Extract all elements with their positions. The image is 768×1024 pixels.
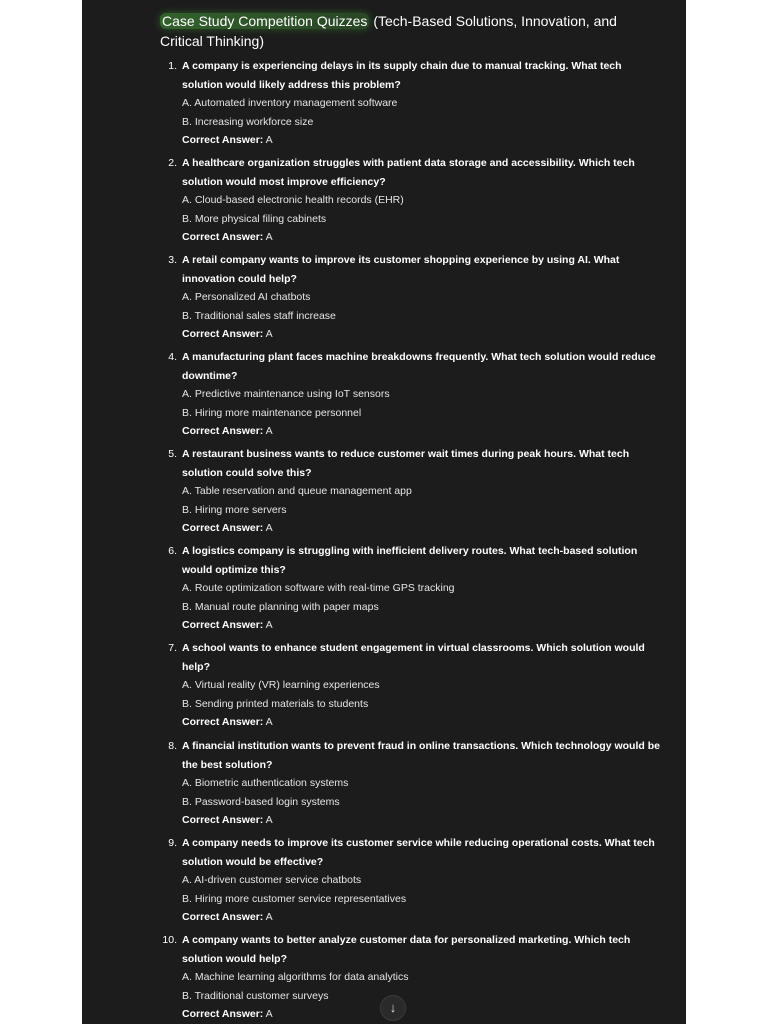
question-item xyxy=(160,348,660,441)
correct-answer xyxy=(182,228,660,247)
title-rest: (Tech-Based Solutions, Innovation, and Critical Thinking) xyxy=(160,13,617,49)
correct-answer-value: A xyxy=(263,134,273,146)
question-text: A company wants to better analyze customer data for personalized marketing. Which tech solution would help? xyxy=(182,934,631,965)
correct-answer-label: Correct Answer: xyxy=(182,328,264,340)
option-b: B. More physical filing cabinets xyxy=(182,212,327,225)
option-a: A. Table reservation and queue management app xyxy=(182,485,412,497)
option-b: B. Hiring more maintenance personnel xyxy=(182,406,362,419)
question-number: 8. xyxy=(168,740,177,752)
correct-answer-label: Correct Answer: xyxy=(182,619,264,631)
correct-answer-value: A xyxy=(263,425,273,437)
correct-answer-label: Correct Answer: xyxy=(182,425,264,437)
correct-answer-label: Correct Answer: xyxy=(182,231,264,243)
option-a: A. Route optimization software with real-time GPS tracking xyxy=(182,582,455,594)
option-b: B. Sending printed materials to students xyxy=(182,697,369,710)
question-number: 4. xyxy=(168,351,177,363)
question-item xyxy=(160,639,660,732)
question-text: A school wants to enhance student engagement in virtual classrooms. Which solution would help? xyxy=(182,642,645,673)
correct-answer-value: A xyxy=(263,619,273,631)
option-a: A. Biometric authentication systems xyxy=(182,777,349,789)
option-b: B. Traditional customer surveys xyxy=(182,989,329,1002)
option-b: B. Traditional sales staff increase xyxy=(182,309,336,322)
question-text: A manufacturing plant faces machine breakdowns frequently. What tech solution would reduce downtime? xyxy=(182,351,656,382)
correct-answer-label: Correct Answer: xyxy=(182,522,264,534)
chat-response-panel xyxy=(82,0,686,1024)
correct-answer xyxy=(182,713,660,732)
correct-answer xyxy=(182,131,660,150)
question-item xyxy=(160,251,660,344)
question-number: 2. xyxy=(168,157,177,169)
correct-answer-value: A xyxy=(263,911,273,923)
question-item xyxy=(160,154,660,247)
option-b: B. Increasing workforce size xyxy=(182,115,314,128)
correct-answer-value: A xyxy=(263,231,273,243)
correct-answer xyxy=(182,908,660,927)
question-text: A financial institution wants to prevent fraud in online transactions. Which technology would be the best solution? xyxy=(182,740,660,771)
correct-answer-value: A xyxy=(263,328,273,340)
question-item xyxy=(160,542,660,635)
option-a: A. Personalized AI chatbots xyxy=(182,291,311,303)
question-item xyxy=(160,931,660,1024)
scroll-to-bottom-button[interactable] xyxy=(380,995,406,1021)
correct-answer xyxy=(182,325,660,344)
question-number: 9. xyxy=(168,837,177,849)
correct-answer-label: Correct Answer: xyxy=(182,814,264,826)
question-text: A company is experiencing delays in its supply chain due to manual tracking. What tech solution would likely address this problem? xyxy=(182,60,622,91)
option-b: B. Password-based login systems xyxy=(182,795,340,808)
correct-answer xyxy=(182,519,660,538)
correct-answer-label: Correct Answer: xyxy=(182,911,264,923)
question-item xyxy=(160,834,660,927)
question-number: 6. xyxy=(168,545,177,557)
correct-answer-value: A xyxy=(263,522,273,534)
correct-answer xyxy=(182,811,660,830)
question-text: A logistics company is struggling with inefficient delivery routes. What tech-based solution would optimize this? xyxy=(182,545,638,576)
option-a: A. Cloud-based electronic health records (EHR) xyxy=(182,194,404,206)
question-text: A retail company wants to improve its customer shopping experience by using AI. What innovation could help? xyxy=(182,254,620,285)
page-title xyxy=(160,11,660,51)
correct-answer-label: Correct Answer: xyxy=(182,716,264,728)
question-number: 7. xyxy=(168,642,177,654)
question-item xyxy=(160,737,660,830)
question-text: A company needs to improve its customer service while reducing operational costs. What tech solution would be effective? xyxy=(182,837,655,868)
option-b: B. Hiring more customer service representatives xyxy=(182,892,407,905)
correct-answer-value: A xyxy=(263,814,273,826)
question-number: 5. xyxy=(168,448,177,460)
correct-answer-label: Correct Answer: xyxy=(182,1008,264,1020)
correct-answer xyxy=(182,616,660,635)
arrow-down-icon: ↓ xyxy=(389,1000,397,1015)
option-a: A. Automated inventory management software xyxy=(182,97,398,109)
correct-answer xyxy=(182,1005,660,1024)
option-b: B. Manual route planning with paper maps xyxy=(182,600,379,613)
question-item xyxy=(160,445,660,538)
option-a: A. Predictive maintenance using IoT sensors xyxy=(182,388,390,400)
question-text: A healthcare organization struggles with patient data storage and accessibility. Which tech solution would most improve efficiency? xyxy=(182,157,635,188)
question-item xyxy=(160,57,660,150)
correct-answer xyxy=(182,422,660,441)
correct-answer-value: A xyxy=(263,1008,273,1020)
option-a: A. Machine learning algorithms for data analytics xyxy=(182,971,409,983)
correct-answer-value: A xyxy=(263,716,273,728)
question-number: 3. xyxy=(168,254,177,266)
option-b: B. Hiring more servers xyxy=(182,503,287,516)
correct-answer-label: Correct Answer: xyxy=(182,134,264,146)
title-highlight: Case Study Competition Quizzes xyxy=(162,13,368,29)
question-number: 10. xyxy=(162,934,177,946)
option-a: A. AI-driven customer service chatbots xyxy=(182,874,362,886)
question-number: 1. xyxy=(168,60,177,72)
question-text: A restaurant business wants to reduce customer wait times during peak hours. What tech solution could solve this? xyxy=(182,448,630,479)
option-a: A. Virtual reality (VR) learning experiences xyxy=(182,679,380,691)
